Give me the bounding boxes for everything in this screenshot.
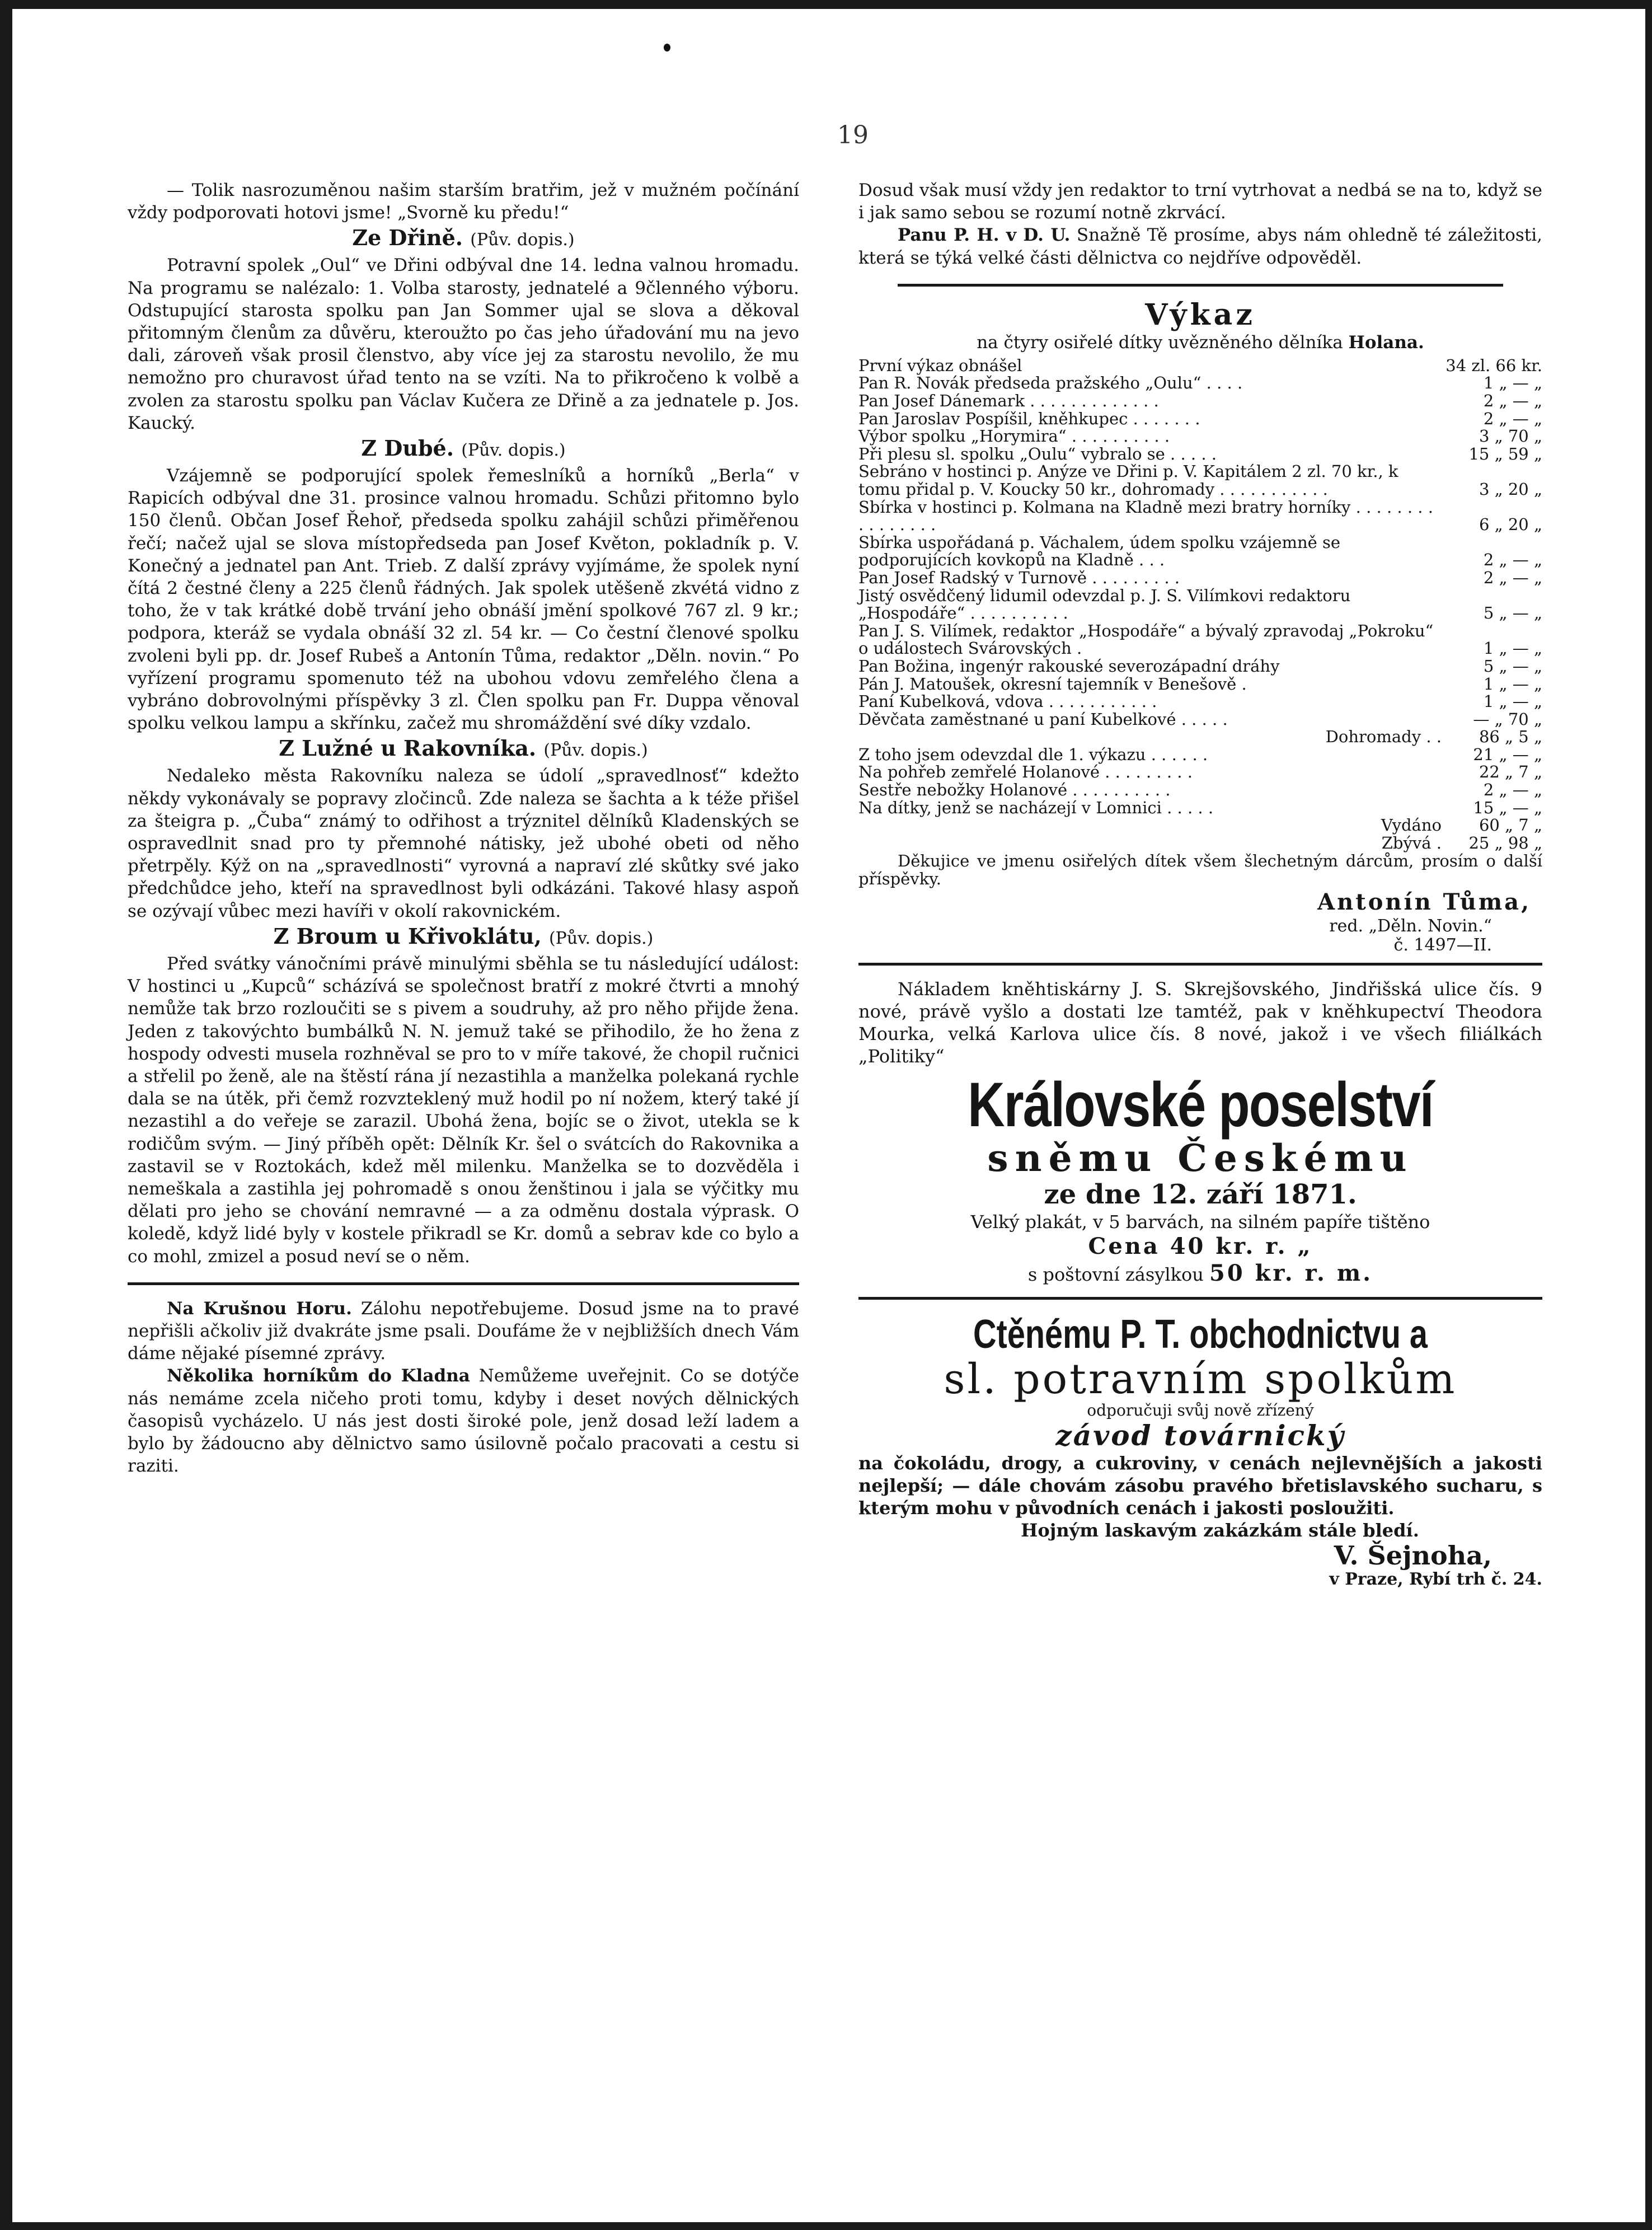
row-amount: 5 „ — „: [1483, 656, 1542, 676]
row-label: Při plesu sl. spolku „Oulu“ vybralo se . . . . .: [858, 444, 1217, 463]
article-heading: [128, 225, 799, 253]
donation-table: [858, 357, 1542, 852]
notice-lead: Několika horníkům do Kladna: [167, 1366, 470, 1386]
advertisement-factory: [858, 1312, 1542, 1590]
table-row: [858, 446, 1542, 463]
row-amount: 3 „ 70 „: [1479, 427, 1542, 446]
ad-description: Velký plakát, v 5 barvách, na silném papíře tištěno: [970, 1211, 1430, 1233]
scan-border-bottom: [0, 2222, 1652, 2230]
row-amount: 15 „ 59 „: [1468, 444, 1542, 463]
table-row: [858, 781, 1542, 799]
row-amount: 21 „ — „: [1473, 744, 1542, 764]
article-paragraph: Potravní spolek „Oul“ ve Dřini odbýval dne 14. ledna valnou hromadu. Na programu se nalézalo: 1. Volba starosty, jednatelé a 9členného výboru. Odstupující starosta spolku pan Jan Sommer ujal se slova a děkoval přitomným členům za důvěru, kteroužto po čas jeho úřadování mu na jevo dali, zároveň však prosil členstvo, aby více jej za starostu nevolilo, že mu nemožno pro churavost úřad tento na se vzíti. Na to přikročeno k volbě a zvolen za starostu spolku pan Václav Kučera ze Dřině a za jednatele p. Jos. Kaucký.: [128, 255, 799, 433]
row-label: Děvčata zaměstnané u paní Kubelkové . . . . .: [858, 709, 1228, 729]
ad-title: Královské poselství: [968, 1070, 1433, 1140]
advertisement-poster: [858, 978, 1542, 1288]
table-row: [858, 410, 1542, 428]
row-label: Z toho jsem odevzdal dle 1. výkazu . . . . . .: [858, 744, 1208, 764]
row-label: Výbor spolku „Horymira“ . . . . . . . . . .: [858, 427, 1170, 446]
row-amount: 1 „ — „: [1483, 692, 1542, 711]
row-label: Paní Kubelková, vdova . . . . . . . . . . .: [858, 692, 1157, 711]
notice-paragraph: [128, 1297, 799, 1365]
ad-price-postal: [858, 1260, 1542, 1288]
ad2-subheadline: sl. potravním spolkům: [944, 1355, 1457, 1404]
row-amount: 22 „ 7 „: [1479, 762, 1542, 782]
notice-text: Zálohu nepotřebujeme. Dosud jsme na to pravé nepřišli ačkoliv již dvakráte jsme psali. Doufáme že v nejbližších dnech Vám dáme nějaké písemné zprávy.: [128, 1298, 799, 1364]
heading-place: Z Broum u Křivoklátu,: [273, 923, 542, 949]
row-amount: — „ 70 „: [1473, 709, 1542, 729]
table-row: [858, 676, 1542, 694]
table-row: [858, 499, 1542, 534]
row-amount: 2 „ — „: [1483, 780, 1542, 800]
left-column: [128, 179, 799, 1477]
scan-border-right: [1645, 0, 1652, 2230]
signature-role: red. „Děln. Novin.“: [1329, 916, 1492, 936]
heading-place: Ze Dřině.: [352, 225, 463, 251]
row-label: Pan Božina, ingenýr rakouské severozápadní dráhy: [858, 656, 1280, 676]
table-row: [858, 746, 1542, 764]
table-row: [858, 799, 1542, 817]
row-label: Na dítky, jenž se nacházejí v Lomnici . . . . .: [858, 798, 1214, 817]
table-row: [858, 463, 1542, 498]
heading-place: Z Lužné u Rakovníka.: [279, 735, 537, 761]
issued-amount: 60 „ 7 „: [1479, 816, 1542, 835]
scan-border-left: [0, 0, 12, 2230]
row-label: Sestře nebožky Holanové . . . . . . . . . .: [858, 780, 1171, 800]
table-row: [858, 587, 1542, 622]
article-paragraph: Nedaleko města Rakovníku naleza se údolí „spravedlnosť“ kdežto někdy vykonávaly se popravy zločinců. Zde naleza se šachta a k téže přišel za šteigra p. „Čuba“ známý to odřihost a trýznitel dělníků Kladenských se ospravedlnit snad pro ty přemnohé nátisky, jež ubohé obeti od něho přetrpěly. Kýž on na „spravedlnosti“ vyrovná a napraví zlé skůtky své jako předchůdce jeho, kteří na spravedlnost byli odkázáni. Takové hlasy aspoň se ozývají vůbec mezi havíři v okolí rakovnickém.: [128, 766, 799, 921]
row-label: Na pohřeb zemřelé Holanové . . . . . . . . .: [858, 762, 1193, 782]
ad2-small: odporučuji svůj nově zřízený: [1087, 1401, 1314, 1420]
row-label: Jistý osvědčený lidumil odevzdal p. J. S. Vilímkovi redaktoru „Hospodáře“ . . . . . . . . . .: [858, 585, 1351, 623]
section-divider: [898, 284, 1503, 287]
ad2-closing: Hojným laskavým zakázkám stále bledí.: [1021, 1520, 1419, 1542]
table-row: [858, 817, 1542, 835]
article-heading: [128, 924, 799, 952]
total-amount: 86 „ 5 „: [1479, 727, 1542, 747]
report-signature: [858, 888, 1542, 955]
row-amount: 5 „ — „: [1483, 603, 1542, 623]
row-amount: 1 „ — „: [1483, 639, 1542, 658]
total-label: Dohromady . .: [1325, 727, 1442, 747]
ad2-factory: závod továrnický: [1055, 1419, 1345, 1453]
row-label: Pan R. Novák předseda pražského „Oulu“ . . . .: [858, 373, 1243, 393]
signature-number: č. 1497—II.: [1393, 935, 1492, 955]
notice-continued: Dosud však musí vždy jen redaktor to trní vytrhovat a nedbá se na to, když se i jak samo sebou se rozumí notně zkrvácí.: [858, 180, 1542, 223]
row-amount: 1 „ — „: [1483, 674, 1542, 694]
table-row: [858, 569, 1542, 587]
row-amount: 2 „ — „: [1483, 550, 1542, 570]
heading-note: (Pův. dopis.): [543, 741, 648, 761]
heading-note: (Pův. dopis.): [461, 441, 566, 461]
row-label: Sbírka uspořádaná p. Váchalem, údem spolku vzájemně se podporujících kovkopů na Kladně . . .: [858, 532, 1341, 570]
notice-paragraph: [858, 224, 1542, 269]
row-label: Pan Josef Radský v Turnově . . . . . . . . .: [858, 568, 1180, 587]
scan-border-top: [0, 0, 1652, 9]
row-label: První výkaz obnášel: [858, 355, 1022, 375]
right-column: [858, 179, 1542, 1590]
table-row: [858, 658, 1542, 676]
table-row: [858, 711, 1542, 729]
heading-place: Z Dubé.: [361, 435, 454, 461]
table-row: [858, 693, 1542, 711]
table-row: [858, 728, 1542, 746]
page-number: 19: [837, 121, 869, 149]
article-paragraph: Vzájemně se podporující spolek řemeslníků a horníků „Berla“ v Rapicích odbýval dne 31. prosince valnou hromadu. Schůzi přitomno bylo 150 členů. Občan Josef Řehoř, předseda spolku zahájil schůzi přiměřenou řečí; načež ujal se slova místopředseda pan Josef Květon, pokladník p. V. Konečný a jednatel pan Ant. Trieb. Z další zprávy vyjímáme, že spolek nyní čítá 2 čestné členy a 225 členů řádných. Jak spolek utěšeně zkvétá vidno z toho, že v tak krátké době trvání jeho obnáší jmění spolkové 767 zl. 9 kr.; podpora, kteráž se vydala obnáší 32 zl. 54 kr. — Co čestní členové spolku zvoleni byli pp. dr. Josef Rubeš a Antonín Tůma, redaktor „Děln. novin.“ Po vyřízení programu spomenuto též na ubohou vdovu zemřelého člena a vybráno dobrovolnými příspěvky 3 zl. Člen spolku pan Fr. Duppa věnoval spolku velkou lampu a skřínku, začež mu shromáždění své díky vzdalo.: [128, 466, 799, 734]
remain-label: Zbývá .: [1381, 833, 1442, 852]
row-amount: 6 „ 20 „: [1479, 515, 1542, 535]
article-paragraph: — Tolik nasrozuměnou našim starším bratřim, jež v mužném počínání vždy podporovati hotovi jsme! „Svorně ku předu!“: [128, 180, 799, 223]
table-row: [858, 835, 1542, 852]
report-subtitle: [858, 331, 1542, 354]
table-row: [858, 534, 1542, 569]
remain-amount: 25 „ 98 „: [1468, 833, 1542, 852]
row-label: Sebráno v hostinci p. Anýze ve Dřini p. V. Kapitálem 2 zl. 70 kr., k tomu přidal p. V. Koucky 50 kr., dohromady . . . . . . . . . . .: [858, 462, 1398, 499]
thanks-text: Děkujice ve jmenu osiřelých dítek všem šlechetným dárcům, prosím o další příspěvky.: [858, 851, 1542, 889]
row-amount: 2 „ — „: [1483, 409, 1542, 428]
notice-paragraph: [128, 1365, 799, 1477]
column-divider: [128, 1282, 799, 1285]
ad-price-postal-label: s poštovní zásylkou: [1027, 1264, 1204, 1286]
article-heading: [128, 435, 799, 463]
ad2-headline: Ctěnému P. T. obchodnictvu a: [973, 1312, 1428, 1357]
signature-name: Antonín Tůma,: [1317, 889, 1531, 916]
table-row: [858, 374, 1542, 392]
ad-price: Cena 40 kr. r. „: [1088, 1233, 1313, 1260]
section-divider: [858, 963, 1542, 966]
row-amount: 2 „ — „: [1483, 568, 1542, 587]
notice-text: Snažně Tě prosíme, abys nám ohledně té záležitosti, která se týká velké části dělnictva co nejdříve odpověděl.: [858, 225, 1542, 268]
report-subtitle-text: na čtyry osiřelé dítky uvězněného dělníka: [977, 332, 1343, 353]
ad-price-postal-value: 50 kr. r. m.: [1209, 1260, 1373, 1287]
article-heading: [128, 735, 799, 763]
report-subtitle-name: Holana.: [1348, 332, 1424, 353]
heading-note: (Pův. dopis.): [470, 230, 575, 250]
heading-note: (Pův. dopis.): [548, 928, 654, 948]
row-label: Pan J. S. Vilímek, redaktor „Hospodáře“ a bývalý zpravodaj „Pokroku“ o událostech Svárovských .: [858, 621, 1434, 658]
table-row: [858, 763, 1542, 781]
notice-text: Nemůžeme uveřejnit. Co se dotýče nás nemáme zcela ničeho proti tomu, kdyby i deset nových dělnických časopisů vycházelo. U nás jest dosti široké pole, jenž dosad leží ladem a bylo by žádoucno aby dělnictvo samo úsilovně počalo pracovati a cestu si raziti.: [128, 1366, 799, 1477]
row-label: Sbírka v hostinci p. Kolmana na Kladně mezi bratry horníky . . . . . . . . . . . . . . . .: [858, 497, 1433, 535]
row-amount: 2 „ — „: [1483, 391, 1542, 410]
table-row: [858, 428, 1542, 446]
row-label: Pan Jaroslav Pospíšil, kněhkupec . . . . . . .: [858, 409, 1200, 428]
ink-dot: [664, 44, 670, 51]
row-amount: 34 zl. 66 kr.: [1446, 355, 1542, 375]
ad2-address: v Praze, Rybí trh č. 24.: [1329, 1570, 1542, 1590]
table-row: [858, 622, 1542, 658]
report-title: Výkaz: [1145, 297, 1256, 332]
ad-subtitle: sněmu Českému: [987, 1136, 1414, 1180]
notice-lead: Panu P. H. v D. U.: [898, 225, 1071, 246]
row-label: Pán J. Matoušek, okresní tajemník v Benešově .: [858, 674, 1247, 694]
row-amount: 1 „ — „: [1483, 373, 1542, 393]
donation-report: [858, 299, 1542, 955]
section-divider: [858, 1297, 1542, 1300]
table-row: [858, 392, 1542, 410]
row-amount: 15 „ — „: [1473, 798, 1542, 817]
article-paragraph: Před svátky vánočními právě minulými sběhla se tu následující událost: V hostinci u „Kupců“ scházívá se společnost bratří z mokré čtvrti a mnohý nemůže tak brzo rozloučiti se s pivem a soudruhy, až pro něho přijde žena. Jeden z takovýchto bumbálků N. N. jemuž také se přihodilo, že ho žena z hospody odvesti musela rozhněval se pro to v míře takové, že chopil ručnici a střelil po ženě, ale na štěstí rána jí nezastihla a manželka polekaná rychle dala se na útěk, při čemž rozvzteklený muž hodil po ní nožem, který také jí nezastihl a do veřeje se zarazil. Ubohá žena, bojíc se o život, utekla se k rodičům svým. — Jiný příběh opět: Dělník Kr. šel o svátcích do Rakovnika a zastavil se v Roztokách, kdež měl milenku. Manželka se to dozvěděla i nemeškala a zastihla jej pohromadě s onou ženštinou i jala se výčitky mu dělati pro jeho se chování nemravné — a za odměnu dostala výprask. O koledě, když lidé byly v kostele přikradl se Kr. domů a sebrav kde co bylo a co mohl, zmizel a posud neví se o něm.: [128, 953, 799, 1267]
row-label: Pan Josef Dánemark . . . . . . . . . . . . .: [858, 391, 1159, 410]
ad-intro: Nákladem kněhtiskárny J. S. Skrejšovského, Jindřišská ulice čís. 9 nové, právě vyšlo a dostati lze tamtéž, pak v kněhkupectví Theodora Mourka, velká Karlova ulice čís. 8 nové, jakož i ve všech filiálkách „Politiky“: [858, 978, 1542, 1067]
row-amount: 3 „ 20 „: [1479, 479, 1542, 499]
ad2-body: na čokoládu, drogy, a cukroviny, v cenách nejlevnějších a jakosti nejlepší; — dále chovám zásobu pravého břetislavského sucharu, s kterým mohu v původních cenách i jakosti posloužiti.: [858, 1453, 1542, 1519]
ad-date: ze dne 12. září 1871.: [1044, 1179, 1357, 1211]
issued-label: Vydáno: [1381, 816, 1442, 835]
notice-lead: Na Krušnou Horu.: [167, 1298, 352, 1319]
ad2-signature: V. Šejnoha,: [1334, 1540, 1492, 1571]
table-row: [858, 357, 1542, 375]
